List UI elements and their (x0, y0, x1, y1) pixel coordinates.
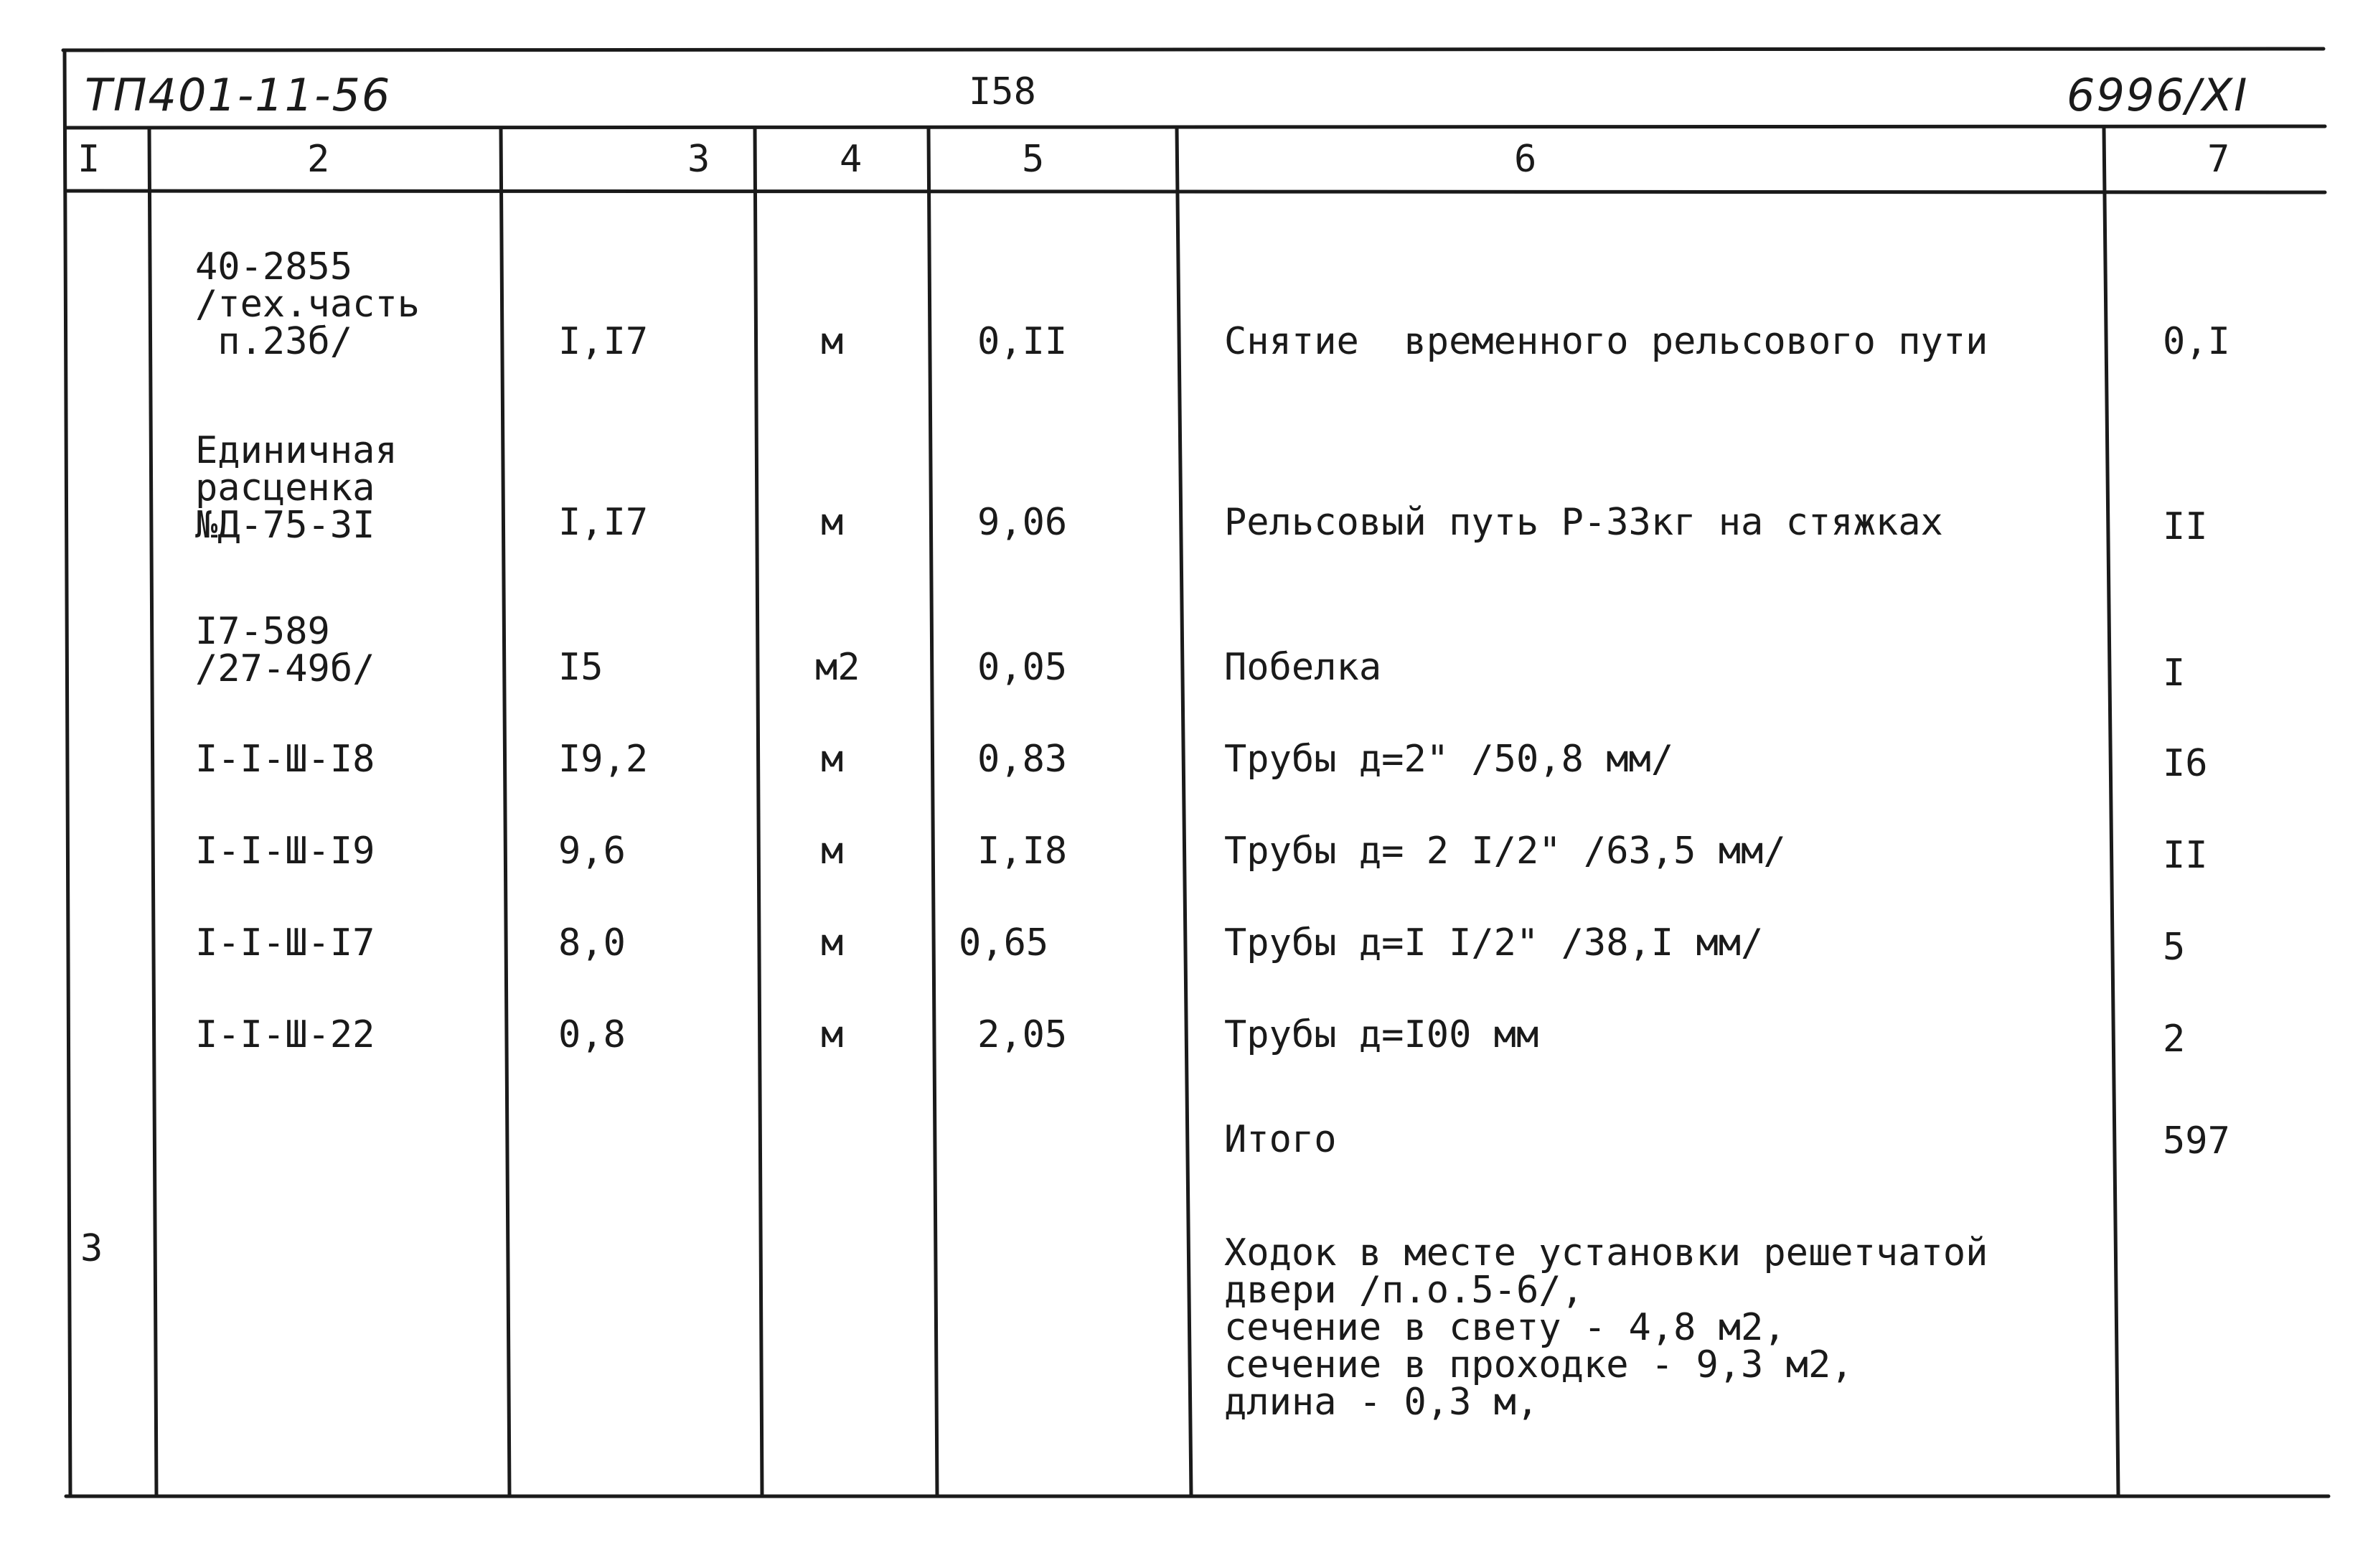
row-6-unit: м (821, 921, 844, 964)
row-7-unit: м (821, 1013, 844, 1056)
col-header-4: 4 (840, 138, 863, 181)
row-5-description: Трубы д= 2 I/2" /63,5 мм/ (1224, 830, 1786, 873)
row-1-price: 0,II (977, 320, 1068, 363)
row-7-description: Трубы д=I00 мм (1224, 1013, 1539, 1056)
row-4-unit: м (821, 738, 844, 781)
col-header-2: 2 (307, 138, 330, 181)
section-description: Ходок в месте установки решетчатой двери /п.о.5-6/, сечение в свету - 4,8 м2, сечение в проходке - 9,3 м2, длина - 0,3 м, (1224, 1231, 1988, 1424)
col-line-6 (2104, 128, 2118, 1496)
row-3-price: 0,05 (977, 646, 1068, 689)
row-5-price: I,I8 (977, 830, 1068, 873)
row-3-code: I7-589 /27-49б/ (195, 610, 375, 690)
row-2-amount: II (2163, 505, 2208, 548)
row-3-unit: м2 (815, 646, 860, 689)
row-2-qty: I,I7 (558, 501, 649, 544)
row-6-qty: 8,0 (558, 921, 626, 964)
col-line-5 (1177, 128, 1191, 1496)
row-7-code: I-I-Ш-22 (195, 1013, 375, 1056)
col-header-5: 5 (1022, 138, 1045, 181)
col-line-3 (755, 128, 762, 1496)
page-number: I58 (969, 70, 1036, 113)
row-4-price: 0,83 (977, 738, 1068, 781)
row-1-amount: 0,I (2163, 320, 2230, 363)
col-header-3: 3 (687, 138, 710, 181)
row-1-code: 40-2855 /тех.часть п.23б/ (195, 245, 420, 363)
section-number: 3 (80, 1227, 103, 1270)
row-4-code: I-I-Ш-I8 (195, 738, 375, 781)
doc-code: ТП401-11-56 (85, 69, 392, 121)
col-header-6: 6 (1514, 138, 1537, 181)
row-2-description: Рельсовый путь Р-33кг на стяжках (1224, 501, 1943, 544)
col-line-2 (501, 128, 509, 1496)
row-2-unit: м (821, 501, 844, 544)
col-header-7: 7 (2207, 138, 2230, 181)
row-2-price: 9,06 (977, 501, 1068, 544)
header-separator-line (66, 126, 2325, 128)
row-2-code: Единичная расценка №Д-75-3I (195, 429, 398, 547)
row-1-unit: м (821, 320, 844, 363)
sheet-code: 6996/XI (2067, 69, 2249, 121)
row-5-code: I-I-Ш-I9 (195, 830, 375, 873)
row-4-description: Трубы д=2" /50,8 мм/ (1224, 738, 1674, 781)
top-border-line (63, 49, 2323, 50)
total-label: Итого (1224, 1118, 1337, 1161)
row-1-qty: I,I7 (558, 320, 649, 363)
row-5-amount: II (2163, 834, 2208, 877)
row-3-qty: I5 (558, 646, 603, 689)
row-6-amount: 5 (2163, 926, 2186, 969)
row-7-qty: 0,8 (558, 1013, 626, 1056)
col-line-1 (149, 128, 156, 1496)
row-3-amount: I (2163, 652, 2186, 695)
row-6-price: 0,65 (959, 921, 1049, 964)
col-line-4 (929, 128, 937, 1496)
total-value: 597 (2163, 1119, 2230, 1163)
row-4-amount: I6 (2163, 742, 2208, 785)
row-3-description: Побелка (1224, 646, 1382, 689)
row-5-qty: 9,6 (558, 830, 626, 873)
row-6-code: I-I-Ш-I7 (195, 921, 375, 964)
col-header-1: I (77, 138, 100, 181)
row-6-description: Трубы д=I I/2" /38,I мм/ (1224, 921, 1764, 964)
row-7-amount: 2 (2163, 1018, 2186, 1061)
col-line-0 (65, 50, 70, 1496)
row-7-price: 2,05 (977, 1013, 1068, 1056)
row-5-unit: м (821, 830, 844, 873)
row-1-description: Снятие временного рельсового пути (1224, 320, 1988, 363)
row-4-qty: I9,2 (558, 738, 649, 781)
column-header-bottom-line (67, 191, 2325, 192)
